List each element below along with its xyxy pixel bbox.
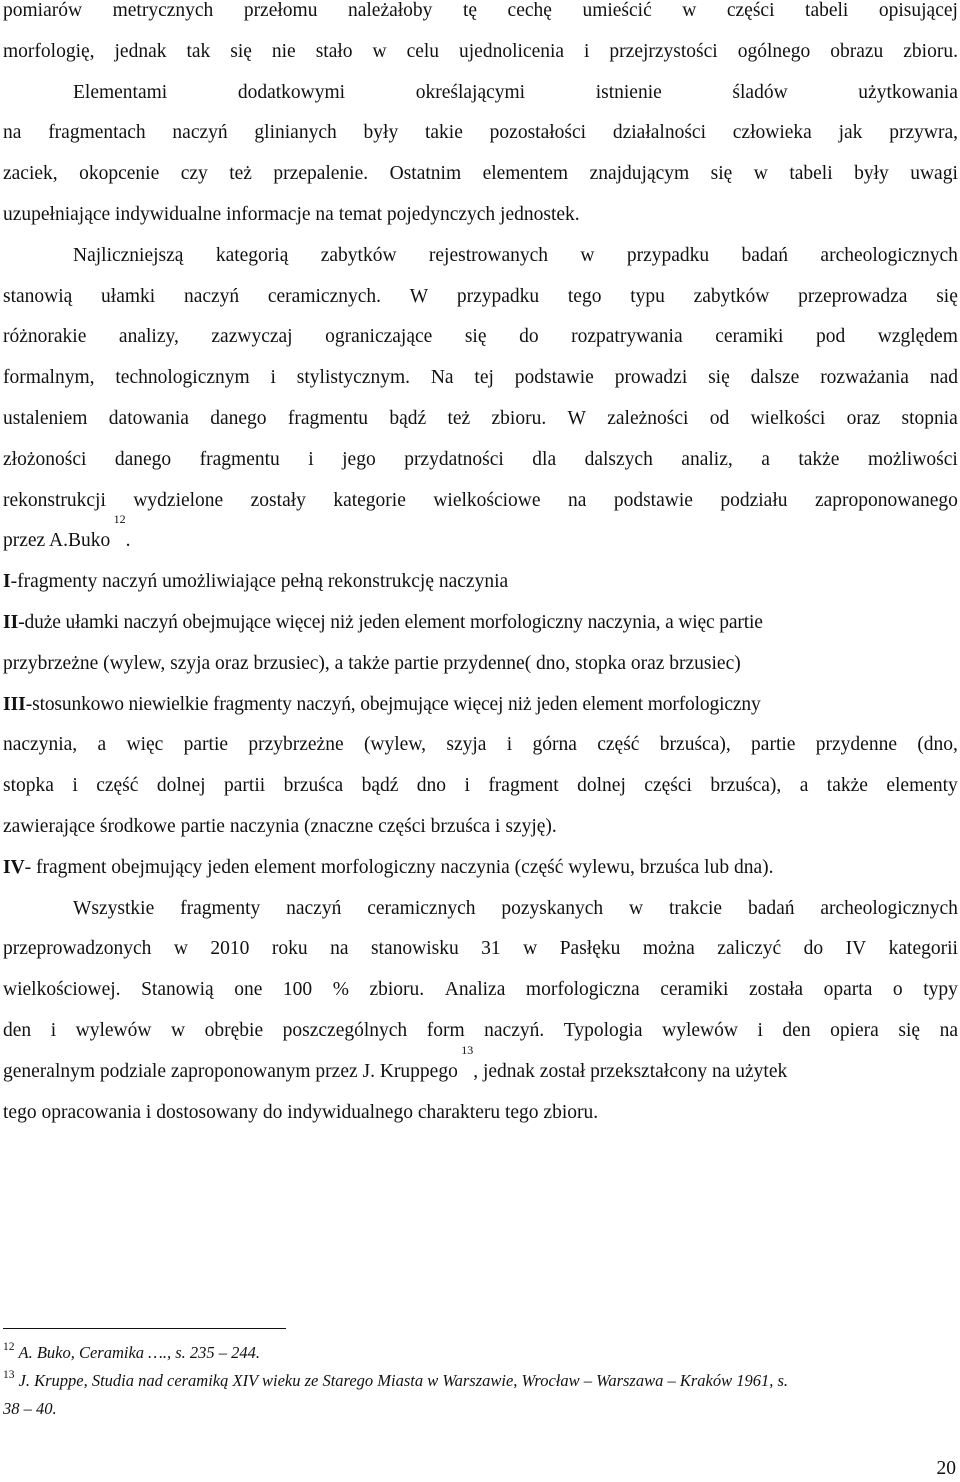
word: a [761,448,770,470]
footnote-13 [3,1368,958,1396]
footnote-ref-13: 13 [461,1042,474,1057]
word: przydenne [815,734,897,756]
word: w [173,938,188,960]
footnote-text: 38 – 40. [3,1399,57,1418]
body-line [3,1011,958,1052]
word: stylistycznym. [296,367,410,389]
word: się [898,1019,921,1041]
word: zabytków [693,285,770,307]
body-line [3,889,958,930]
word: ułamki [101,285,156,307]
footnote-number: 12 [3,1341,15,1353]
word: dalsze [750,367,800,389]
word: W [409,285,429,307]
word: wielkościowe [433,489,541,511]
body-line [3,277,958,318]
word: się [710,163,733,185]
word: w [753,163,768,185]
word: w [682,0,697,21]
word: przełomu [243,0,318,21]
word: pozostałości [489,122,587,144]
word: wydzielone [133,489,224,511]
word: Stanowią [141,979,214,1001]
word: stanowisku [370,938,459,960]
word: w [523,938,538,960]
word: W [567,407,586,429]
word: przydatności [404,448,504,470]
word: w [580,244,595,266]
word: istnienie [595,81,662,103]
word: badań [747,897,795,919]
word: w [171,1019,186,1041]
word: naczyń. [484,1019,545,1041]
word: względem [877,326,958,348]
word: od [709,407,730,429]
word: badań [741,244,789,266]
body-line [3,317,958,358]
word: ceramiki [715,326,784,348]
footnote-text: A. Buko, Ceramika …., s. 235 – 244. [18,1343,261,1362]
word: stopka [3,775,54,797]
word: danego [210,407,267,429]
word: analiz, [681,448,733,470]
body-line-with-footnote-ref [3,512,958,562]
word: ograniczające [325,326,433,348]
word: typu [630,285,665,307]
word: oraz [846,407,881,429]
word: człowieka [732,122,812,144]
word: archeologicznych [820,897,958,919]
word: stanowią [3,285,73,307]
word: wylewów [662,1019,738,1041]
word: tabeli [805,0,849,21]
word: naczyń [183,285,240,307]
category-text: -stosunkowo niewielkie fragmenty naczyń, obejmujące więcej niż jeden element morfologiczny [25,693,761,715]
word: i [72,775,78,797]
body-line [3,807,958,848]
word: się [230,40,252,62]
word: fragmenty [180,897,261,919]
word: i [584,40,590,62]
word: część [96,775,139,797]
category-label: I [3,571,11,593]
word: naczynia, [3,734,78,756]
word: formalnym, [3,367,95,389]
word: nad [929,367,958,389]
body-line [3,970,958,1011]
word: elementem [482,163,569,185]
word: Pasłęku [559,938,621,960]
word: glinianych [254,122,337,144]
word: opiera [830,1019,879,1041]
word: a [799,775,809,797]
word: i [50,1019,57,1041]
word: fragmentu [199,448,280,470]
word: podstawie [514,367,594,389]
word: morfologiczna [525,979,640,1001]
word: archeologicznych [820,244,958,266]
word: opisującej [878,0,958,21]
word: części [644,775,692,797]
word: ceramicznych [367,897,476,919]
word: IV [845,938,867,960]
footnote-text: J. Kruppe, Studia nad ceramiką XIV wieku ze Starego Miasta w Warszawie, Wrocław – Warszawa – Kraków 1961, s. [18,1371,789,1390]
word: wielkościowej. [3,979,121,1001]
word: rejestrowanych [428,244,549,266]
word: brzuśca), [659,734,731,756]
word: dalszych [584,448,653,470]
word: wielkości [750,407,826,429]
word: kategorie [333,489,406,511]
word: zabytków [320,244,397,266]
word: też [229,163,252,185]
word: tabeli [789,163,833,185]
word: w [372,40,387,62]
body-line [3,644,958,685]
body-line [3,481,958,522]
body-line [3,1093,958,1134]
document-page [3,0,958,1133]
word: zaciek, [3,163,58,185]
word: danego [114,448,172,470]
word: technologicznym [115,367,250,389]
word: dolnej [577,775,626,797]
word: fragmentach [48,122,146,144]
body-text: uzupełniające indywidualne informacje na temat pojedynczych jednostek. [3,203,580,225]
body-text: przybrzeżne (wylew, szyja oraz brzusiec), a także partie przydenne( dno, stopka oraz brzusiec) [3,652,741,674]
word: się [708,367,730,389]
word: naczyń [172,122,228,144]
word: i [270,367,276,389]
word: na [939,1019,958,1041]
word: wylewów [75,1019,152,1041]
body-text: , jednak został przekształcony na użytek [473,1060,788,1082]
word: zależności [607,407,689,429]
word: dla [532,448,557,470]
word: 31 [481,938,501,960]
word: pozyskanych [501,897,604,919]
word: zbioru. [491,407,547,429]
word: bądź [361,775,399,797]
word: tę [462,0,478,21]
word: jego [342,448,376,470]
word: form [426,1019,465,1041]
word: fragmentu [287,407,369,429]
word: przepalenie. [273,163,369,185]
body-line [3,236,958,277]
word: można [642,938,695,960]
word: dodatkowymi [237,81,346,103]
body-text: tego opracowania i dostosowany do indywidualnego charakteru tego zbioru. [3,1101,599,1123]
word: zaproponowanego [814,489,958,511]
word: partie [183,734,229,756]
word: na [330,938,349,960]
word: zbioru. [903,40,958,62]
word: pomiarów [3,0,83,21]
word: przeprowadzonych [3,938,152,960]
category-text: - fragment obejmujący jeden element morfologiczny naczynia (część wylewu, brzuśca lub dna). [24,856,774,878]
word: brzuśca), [710,775,782,797]
word: o [892,979,903,1001]
body-line [3,113,958,154]
word: jednak [114,40,167,62]
word: roku [271,938,308,960]
word: kategorii [888,938,958,960]
category-III [3,685,958,726]
category-text: -duże ułamki naczyń obejmujące więcej niż jeden element morfologiczny naczynia, a więc partie [18,611,763,633]
body-line [3,440,958,481]
word: górna [532,734,577,756]
category-label: IV [3,856,25,878]
word: (dno, [917,734,958,756]
word: tej [474,367,494,389]
word: rozpatrywania [571,326,683,348]
word: się [936,285,958,307]
word: do [519,326,539,348]
word: elementy [886,775,958,797]
footnote-number: 13 [3,1369,15,1381]
word: użytkowania [858,81,958,103]
word: typy [923,979,958,1001]
word: Najliczniejszą [73,244,184,266]
word: pod [815,326,846,348]
body-line [3,154,958,195]
word: (wylew, [363,734,427,756]
period: . [125,530,131,552]
word: Wszystkie [73,897,155,919]
word: trakcie [669,897,723,919]
footnote-separator [3,1328,286,1329]
body-line [3,195,958,236]
category-text: -fragmenty naczyń umożliwiające pełną rekonstrukcję naczynia [10,571,509,593]
word: na [567,489,587,511]
word: została [748,979,804,1001]
category-label: III [3,693,26,715]
word: takie [424,122,463,144]
word: fragment [488,775,559,797]
body-text: przez A.Buko [3,530,111,552]
word: 2010 [210,938,250,960]
footnote-ref-12: 12 [113,512,126,527]
word: partii [224,775,266,797]
word: % [332,979,349,1001]
word: do [803,938,824,960]
body-line [3,0,958,32]
word: Na [430,367,454,389]
body-line [3,399,958,440]
category-I [3,562,958,603]
category-II [3,603,958,644]
word: zostały [250,489,306,511]
word: możliwości [867,448,958,470]
word: poszczególnych [282,1019,408,1041]
body-text: zawierające środkowe partie naczynia (znaczne części brzuśca i szyję). [3,815,557,837]
word: się [464,326,487,348]
body-line [3,725,958,766]
word: den [3,1019,32,1041]
body-text: generalnym podziale zaproponowanym przez J. Kruppego [3,1060,458,1082]
body-line [3,73,958,114]
word: Ostatnim [389,163,462,185]
word: okopcenie [79,163,160,185]
word: działalności [612,122,706,144]
word: znajdującym [589,163,690,185]
word: Typologia [563,1019,643,1041]
word: część [597,734,640,756]
footnote-12 [3,1340,958,1368]
word: w [629,897,644,919]
word: i [757,1019,763,1041]
word: podstawie [613,489,693,511]
word: ujednolicenia [459,40,565,62]
word: umieścić [582,0,652,21]
word: obrazu [830,40,884,62]
word: określającymi [415,81,526,103]
word: cechę [507,0,552,21]
word: jak [838,122,863,144]
word: należałoby [347,0,433,21]
word: także [798,448,840,470]
word: 100 [282,979,313,1001]
body-line [3,929,958,970]
word: dolnej [156,775,206,797]
word: i [308,448,314,470]
body-line [3,32,958,73]
word: ustaleniem [3,407,88,429]
word: celu [406,40,440,62]
word: przypadku [626,244,710,266]
word: Analiza [444,979,506,1001]
word: przywra, [889,122,958,144]
category-IV [3,848,958,889]
word: prowadzi [614,367,688,389]
word: analizy, [118,326,179,348]
word: były [854,163,889,185]
word: ogólnego [737,40,811,62]
word: zaliczyć [717,938,782,960]
word: zbioru. [369,979,425,1001]
word: zazwyczaj [211,326,293,348]
word: czy [180,163,208,185]
word: i [464,775,470,797]
word: tak [186,40,211,62]
word: uwagi [910,163,958,185]
word: na [3,122,22,144]
word: Elementami [73,81,168,103]
body-line [3,358,958,399]
word: nie [271,40,296,62]
word: przypadku [456,285,540,307]
word: tego [567,285,602,307]
body-line [3,766,958,807]
word: dno [416,775,447,797]
word: metrycznych [112,0,214,21]
word: oparta [823,979,873,1001]
word: one [234,979,263,1001]
word: przybrzeżne [248,734,344,756]
footnote-13-continued [3,1396,958,1422]
word: złożoności [3,448,87,470]
word: brzuśca [283,775,344,797]
category-label: II [3,611,19,633]
word: ceramicznych. [267,285,382,307]
word: a [97,734,107,756]
word: różnorakie [3,326,87,348]
word: datowania [108,407,189,429]
word: podziału [720,489,788,511]
word: kategorią [215,244,289,266]
page-number: 20 [936,1458,956,1479]
word: także [826,775,868,797]
body-line-with-footnote-ref [3,1042,958,1093]
word: ceramiki [660,979,729,1001]
word: śladów [732,81,788,103]
word: partie [751,734,796,756]
word: szyja [446,734,487,756]
word: naczyń [286,897,342,919]
word: den [782,1019,811,1041]
word: bądź [389,407,427,429]
word: morfologię, [3,40,95,62]
word: obrębie [204,1019,264,1041]
word: przejrzystości [609,40,718,62]
word: były [363,122,399,144]
footnotes [3,1340,958,1422]
word: stało [315,40,353,62]
word: więc [126,734,164,756]
word: też [447,407,471,429]
word: i [506,734,513,756]
word: rozważania [820,367,909,389]
word: części [726,0,775,21]
word: przeprowadza [798,285,908,307]
word: rekonstrukcji [3,489,106,511]
word: stopnia [901,407,958,429]
